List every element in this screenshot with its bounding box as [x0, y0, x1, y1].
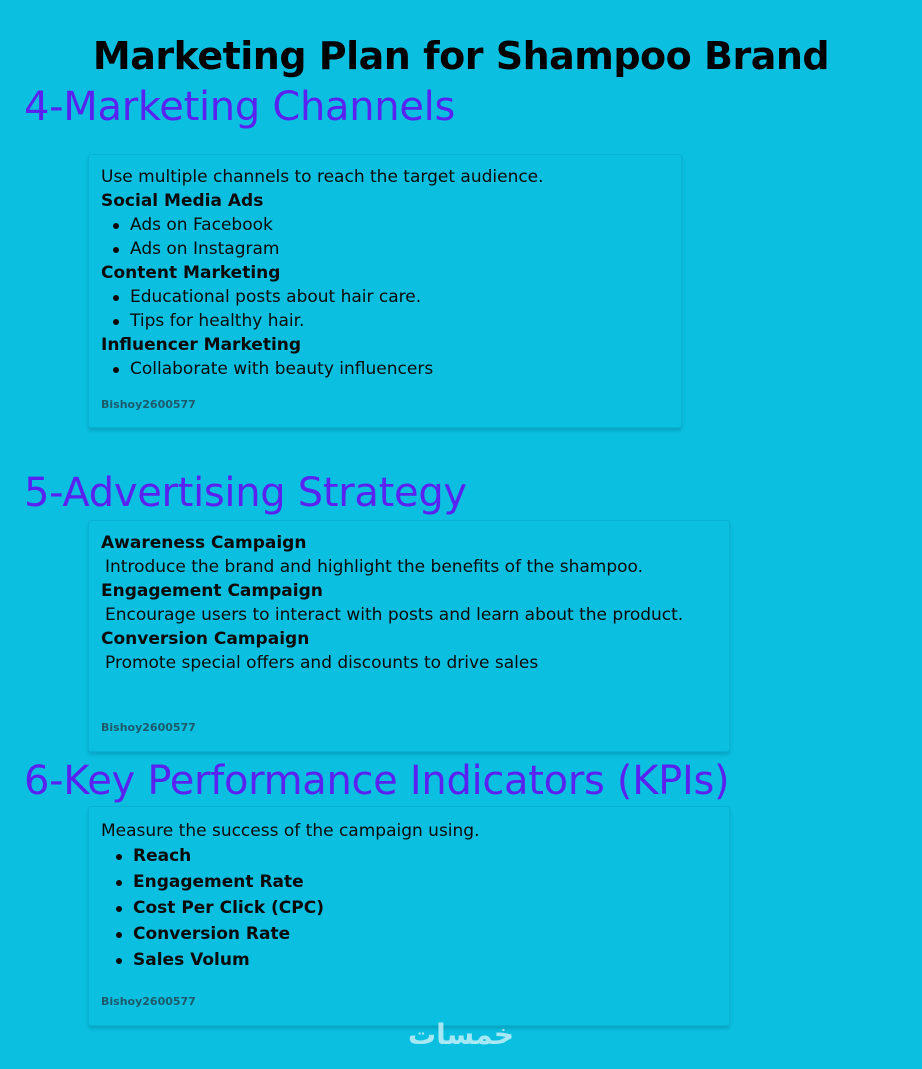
campaign-text-engagement: Encourage users to interact with posts and learn about the product. [105, 605, 684, 625]
list-item: Collaborate with beauty influencers [130, 357, 669, 381]
content-marketing-list [101, 285, 669, 333]
marketing-channels-card [88, 154, 682, 428]
kpi-item-reach: Reach [133, 843, 717, 869]
advertising-strategy-card [88, 520, 730, 752]
campaign-label-engagement: Engagement Campaign [101, 581, 323, 601]
card-intro: Use multiple channels to reach the target audience. [101, 167, 544, 187]
list-item: Educational posts about hair care. [130, 285, 669, 309]
author-credit: Bishoy2600577 [101, 721, 196, 734]
campaign-label-awareness: Awareness Campaign [101, 533, 307, 553]
section-heading-advertising-strategy: 5-Advertising Strategy [24, 470, 467, 516]
kpi-item-conversion-rate: Conversion Rate [133, 921, 717, 947]
section-heading-kpis: 6-Key Performance Indicators (KPIs) [24, 758, 730, 804]
group-label-content-marketing: Content Marketing [101, 263, 281, 283]
kpi-list [101, 843, 717, 973]
influencer-marketing-list [101, 357, 669, 381]
kpi-item-cpc: Cost Per Click (CPC) [133, 895, 717, 921]
author-credit: Bishoy2600577 [101, 398, 196, 411]
author-credit: Bishoy2600577 [101, 995, 196, 1008]
site-logo: خمسات [407, 1018, 515, 1051]
group-label-social-media-ads: Social Media Ads [101, 191, 264, 211]
list-item: Tips for healthy hair. [130, 309, 669, 333]
group-label-influencer-marketing: Influencer Marketing [101, 335, 302, 355]
list-item: Ads on Facebook [130, 213, 669, 237]
campaign-label-conversion: Conversion Campaign [101, 629, 310, 649]
campaign-text-awareness: Introduce the brand and highlight the benefits of the shampoo. [105, 557, 644, 577]
campaign-text-conversion: Promote special offers and discounts to drive sales [105, 653, 539, 673]
page-title: Marketing Plan for Shampoo Brand [92, 34, 830, 78]
kpi-item-sales-volume: Sales Volum [133, 947, 717, 973]
list-item: Ads on Instagram [130, 237, 669, 261]
kpi-item-engagement-rate: Engagement Rate [133, 869, 717, 895]
card-intro: Measure the success of the campaign using. [101, 821, 480, 841]
kpis-card [88, 806, 730, 1026]
section-heading-marketing-channels: 4-Marketing Channels [24, 84, 456, 130]
social-media-ads-list [101, 213, 669, 261]
